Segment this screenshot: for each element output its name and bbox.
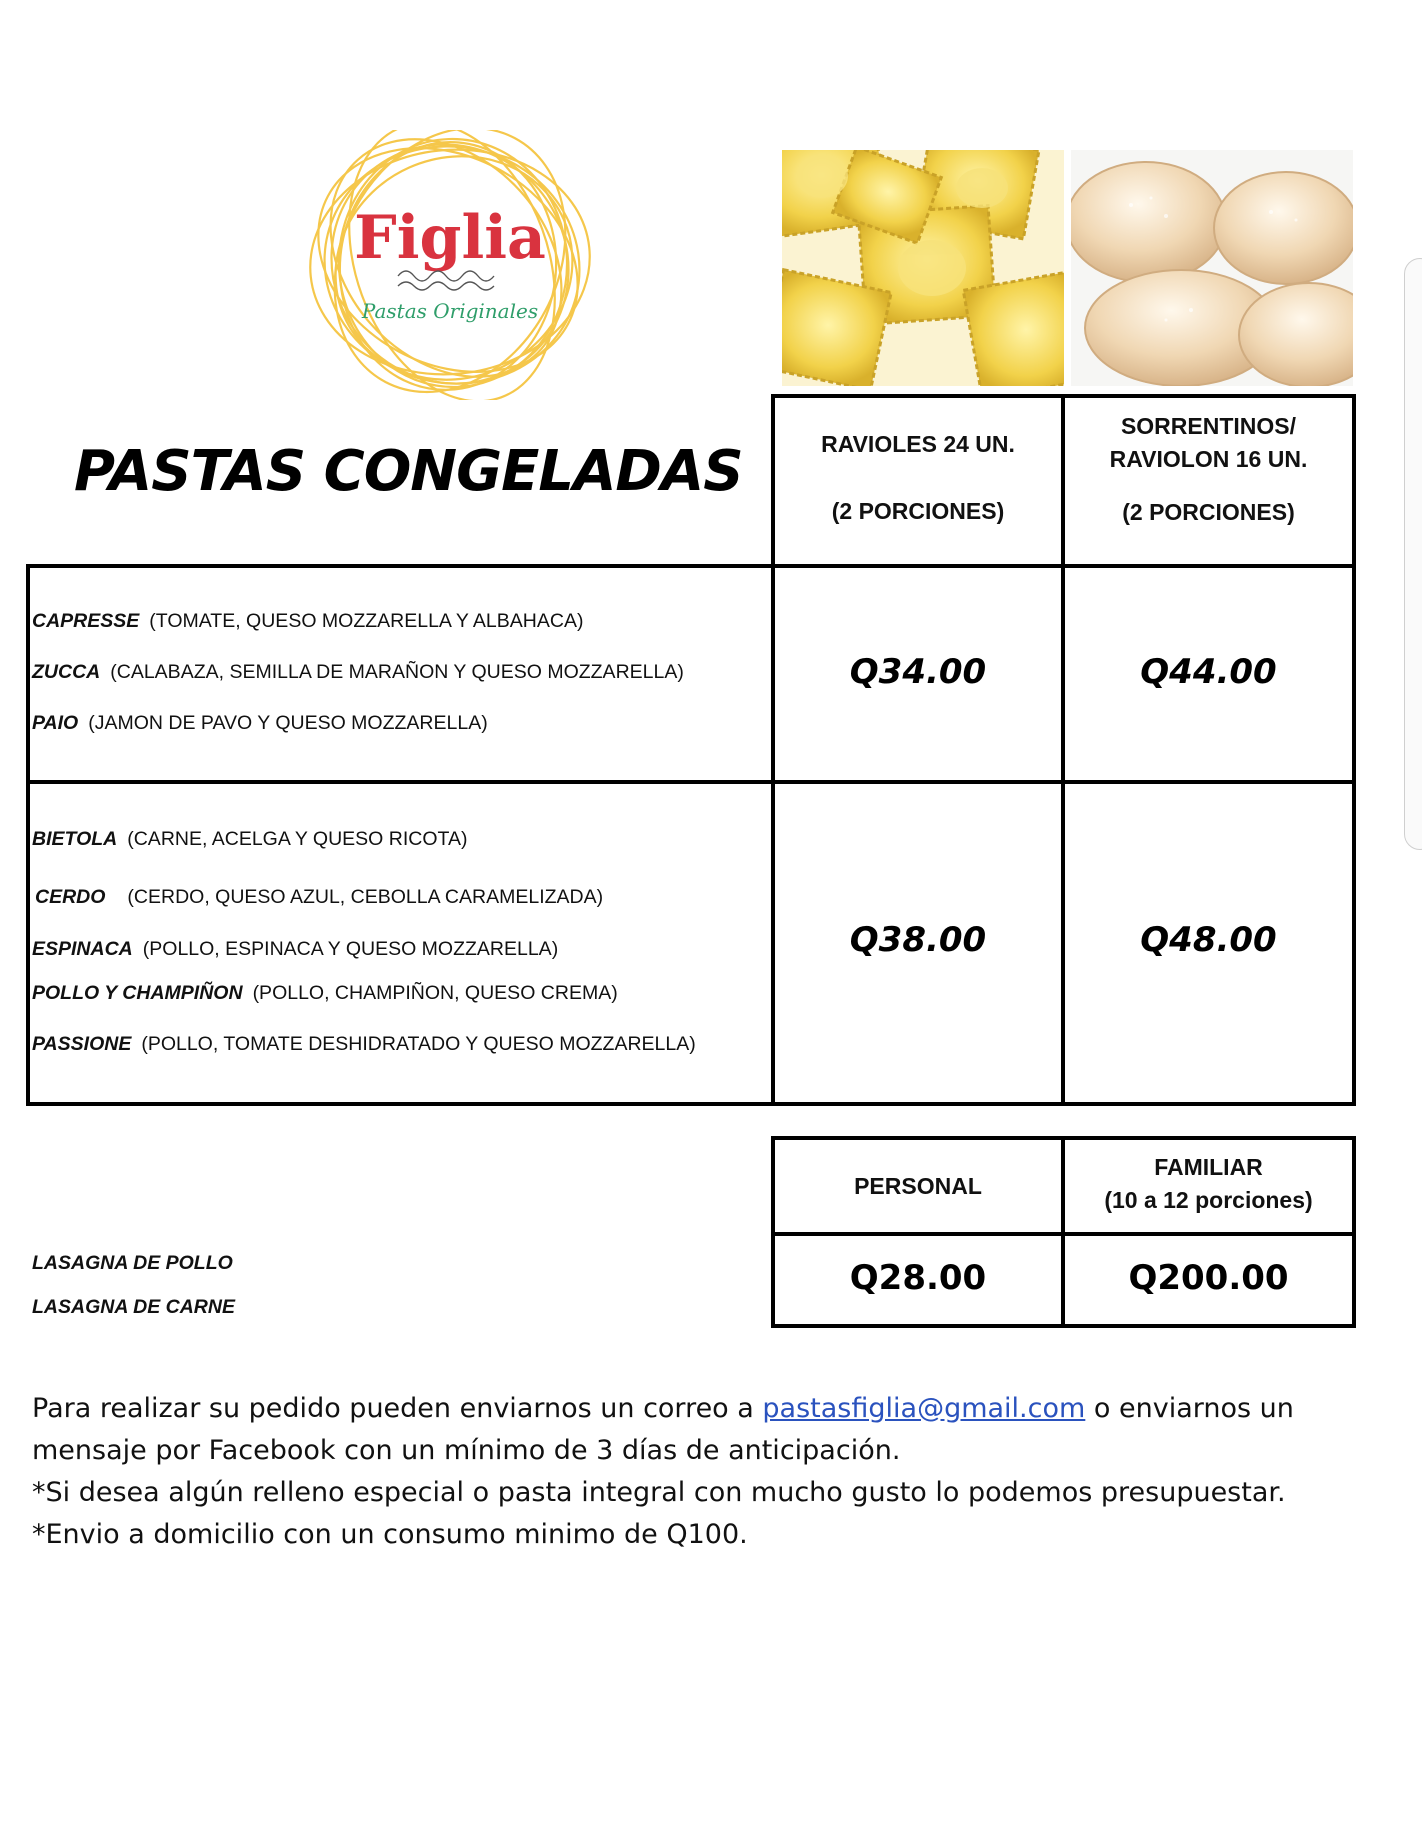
delivery-note: *Envio a domicilio con un consumo minimo de Q100. <box>32 1519 748 1550</box>
item-name: BIETOLA <box>32 828 118 850</box>
ravioles-header-title: RAVIOLES 24 UN. <box>821 431 1015 457</box>
price-sorrentinos-group-2: Q48.00 <box>1140 920 1277 960</box>
order-text-suffix: o enviarnos un mensaje por Facebook con un mínimo de 3 días de anticipación. <box>32 1393 1294 1466</box>
ravioli-image <box>782 150 1064 386</box>
logo-brand-text: Figlia <box>354 203 546 273</box>
lasagna-item-carne: LASAGNA DE CARNE <box>32 1296 235 1318</box>
column-divider-2 <box>1061 564 1065 1106</box>
price-lasagna-personal: Q28.00 <box>849 1258 987 1298</box>
order-notes <box>32 1388 1352 1556</box>
price-ravioles-group-2: Q38.00 <box>849 920 987 960</box>
logo-tagline: Pastas Originales <box>361 299 539 323</box>
item-description: (CALABAZA, SEMILLA DE MARAÑON Y QUESO MOZZARELLA) <box>110 661 684 683</box>
price-ravioles-group-1: Q34.00 <box>849 652 987 692</box>
pasta-sketch-icon <box>398 271 494 290</box>
item-name: ESPINACA <box>32 938 133 960</box>
item-description: (TOMATE, QUESO MOZZARELLA Y ALBAHACA) <box>149 610 584 632</box>
figlia-logo <box>290 130 610 400</box>
sorrentinos-header-title-2: RAVIOLON 16 UN. <box>1109 446 1308 473</box>
list-item <box>32 712 488 735</box>
list-item <box>32 1033 696 1056</box>
item-description: (POLLO, ESPINACA Y QUESO MOZZARELLA) <box>142 938 559 960</box>
item-description: (JAMON DE PAVO Y QUESO MOZZARELLA) <box>88 712 488 734</box>
list-item <box>32 610 583 633</box>
familiar-header-portions: (10 a 12 porciones) <box>1104 1187 1313 1214</box>
ravioles-header <box>775 428 1061 529</box>
item-description: (CARNE, ACELGA Y QUESO RICOTA) <box>127 828 468 850</box>
sorrentinos-header-portion: (2 PORCIONES) <box>1122 498 1295 525</box>
scrollbar[interactable] <box>1404 258 1422 850</box>
item-name: PASSIONE <box>32 1033 132 1055</box>
list-item <box>32 982 618 1005</box>
item-name: ZUCCA <box>32 661 101 683</box>
item-name: POLLO Y CHAMPIÑON <box>32 982 243 1004</box>
logo-graphic <box>290 130 610 400</box>
item-description: (POLLO, TOMATE DESHIDRATADO Y QUESO MOZZARELLA) <box>141 1033 696 1055</box>
ravioles-header-portion: (2 PORCIONES) <box>831 498 1005 525</box>
list-item <box>32 938 558 961</box>
lasagna-item-pollo: LASAGNA DE POLLO <box>32 1252 233 1274</box>
page-title: PASTAS CONGELADAS <box>74 439 743 504</box>
sorrentino-image <box>1071 150 1353 386</box>
email-link[interactable]: pastasfiglia@gmail.com <box>762 1393 1086 1424</box>
list-item <box>35 886 603 909</box>
item-description: (POLLO, CHAMPIÑON, QUESO CREMA) <box>252 982 618 1004</box>
price-sorrentinos-group-1: Q44.00 <box>1140 652 1277 692</box>
order-text-prefix: Para realizar su pedido pueden enviarnos un correo a <box>32 1393 763 1424</box>
special-note: *Si desea algún relleno especial o pasta integral con mucho gusto lo podemos presupuestar. <box>32 1477 1286 1508</box>
price-lasagna-familiar: Q200.00 <box>1128 1258 1289 1298</box>
item-name: PAIO <box>32 712 79 734</box>
item-name: CERDO <box>35 886 106 908</box>
item-description: (CERDO, QUESO AZUL, CEBOLLA CARAMELIZADA) <box>127 886 604 908</box>
familiar-header-title: FAMILIAR <box>1154 1154 1263 1180</box>
list-item <box>32 661 684 684</box>
personal-header: PERSONAL <box>854 1173 982 1199</box>
order-instructions <box>32 1388 1352 1472</box>
column-divider-1 <box>771 564 775 1106</box>
sorrentinos-header-title-1: SORRENTINOS/ <box>1120 413 1297 439</box>
sorrentinos-header <box>1065 410 1352 529</box>
sorrentino-photo <box>1071 150 1353 386</box>
item-name: CAPRESSE <box>32 610 140 632</box>
ravioli-photo <box>782 150 1064 386</box>
familiar-header <box>1065 1151 1352 1218</box>
list-item <box>32 828 468 851</box>
